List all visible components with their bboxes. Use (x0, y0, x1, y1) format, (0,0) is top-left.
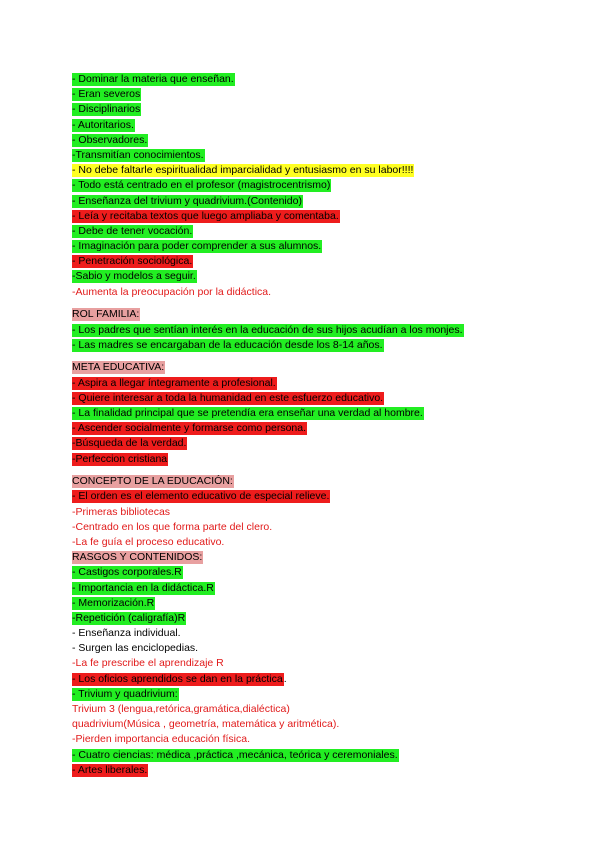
highlighted-text: - El orden es el elemento educativo de especial relieve. (72, 490, 330, 503)
highlighted-text: - Leía y recitaba textos que luego ampliaba y comentaba. (72, 209, 339, 222)
list-item (72, 748, 542, 763)
section-heading (72, 307, 542, 322)
list-item (72, 565, 542, 580)
highlighted-text: - Memorización.R (72, 596, 155, 609)
section-heading-text: CONCEPTO DE LA EDUCACIÓN: (72, 475, 233, 488)
list-item (72, 72, 542, 87)
list-item (72, 178, 542, 193)
list-item (72, 102, 542, 117)
list-item (72, 520, 542, 535)
highlighted-text: - Enseñanza del trivium y quadrivium.(Contenido) (72, 194, 302, 207)
list-item (72, 732, 542, 747)
red-text: quadrivium(Música , geometría, matemática y aritmética). (72, 718, 340, 731)
red-text: -Aumenta la preocupación por la didáctica. (72, 285, 272, 298)
list-item (72, 505, 542, 520)
highlighted-text: - No debe faltarle espiritualidad imparcialidad y entusiasmo en su labor!!!! (72, 164, 414, 177)
list-item (72, 148, 542, 163)
list-item (72, 763, 542, 778)
list-item (72, 421, 542, 436)
highlighted-text: - Autoritarios. (72, 118, 134, 131)
list-item (72, 118, 542, 133)
highlighted-text: - Quiere interesar a toda la humanidad en este esfuerzo educativo. (72, 391, 384, 404)
list-item (72, 672, 542, 687)
section-heading (72, 474, 542, 489)
list-item (72, 535, 542, 550)
highlighted-text: - Eran severos (72, 88, 141, 101)
highlighted-text: - Castigos corporales.R (72, 566, 182, 579)
highlighted-text: - Los padres que sentían interés en la educación de sus hijos acudían a los monjes. (72, 323, 463, 336)
highlighted-text: - Penetración sociológica. (72, 255, 193, 268)
list-item (72, 717, 542, 732)
list-item (72, 133, 542, 148)
highlighted-text: - Importancia en la didáctica.R (72, 581, 214, 594)
section-heading (72, 360, 542, 375)
highlighted-text: - Cuatro ciencias: médica ,práctica ,mecánica, teórica y ceremoniales. (72, 748, 398, 761)
list-item (72, 489, 542, 504)
highlighted-text: - Disciplinarios (72, 103, 141, 116)
list-item (72, 194, 542, 209)
list-item (72, 611, 542, 626)
list-item (72, 452, 542, 467)
highlighted-text: -Repetición (caligrafía)R (72, 611, 186, 624)
highlighted-text: - Aspira a llegar íntegramente a profesional. (72, 376, 276, 389)
highlighted-text: - Debe de tener vocación. (72, 224, 193, 237)
list-item (72, 581, 542, 596)
list-item (72, 656, 542, 671)
red-text: -Pierden importancia educación física. (72, 733, 251, 746)
highlighted-text: - Las madres se encargaban de la educación desde los 8-14 años. (72, 338, 383, 351)
red-text: Trivium 3 (lengua,retórica,gramática,dialéctica) (72, 703, 290, 715)
list-item (72, 209, 542, 224)
highlighted-text: - La finalidad principal que se pretendía era enseñar una verdad al hombre. (72, 406, 423, 419)
list-item (72, 269, 542, 284)
highlighted-text: -Transmitían conocimientos. (72, 148, 204, 161)
section-heading-text: ROL FAMILIA: (72, 308, 140, 321)
plain-text: - Surgen las enciclopedias. (72, 642, 199, 655)
list-item (72, 687, 542, 702)
list-item (72, 224, 542, 239)
highlighted-text: - Trivium y quadrivium: (72, 687, 178, 700)
highlighted-text: - Dominar la materia que enseñan. (72, 73, 234, 85)
list-item (72, 702, 542, 717)
highlighted-text: - Los oficios aprendidos se dan en la práctica (72, 672, 283, 685)
highlighted-text: - Ascender socialmente y formarse como persona. (72, 422, 307, 435)
highlighted-text: - Imaginación para poder comprender a sus alumnos. (72, 240, 322, 253)
list-item (72, 641, 542, 656)
red-text: -La fe guía el proceso educativo. (72, 535, 225, 548)
section-heading-text: RASGOS Y CONTENIDOS: (72, 551, 203, 564)
red-text: -La fe prescribe el aprendizaje R (72, 657, 224, 670)
list-item (72, 626, 542, 641)
section-heading-text: META EDUCATIVA: (72, 361, 165, 374)
list-item (72, 239, 542, 254)
list-item (72, 436, 542, 451)
highlighted-text: -Búsqueda de la verdad. (72, 437, 187, 450)
list-item (72, 163, 542, 178)
document-page (72, 72, 542, 778)
list-item (72, 254, 542, 269)
highlighted-text: - Artes liberales. (72, 763, 148, 776)
plain-text: . (283, 672, 287, 685)
highlighted-text: - Todo está centrado en el profesor (magistrocentrismo) (72, 179, 331, 192)
section-heading (72, 550, 542, 565)
list-item (72, 87, 542, 102)
list-item (72, 338, 542, 353)
plain-text: - Enseñanza individual. (72, 627, 181, 640)
list-item (72, 323, 542, 338)
highlighted-text: - Observadores. (72, 133, 148, 146)
highlighted-text: -Sabio y modelos a seguir. (72, 270, 196, 283)
list-item (72, 406, 542, 421)
list-item (72, 391, 542, 406)
highlighted-text: -Perfeccion cristiana (72, 452, 168, 465)
red-text: -Centrado en los que forma parte del clero. (72, 520, 273, 533)
list-item (72, 285, 542, 300)
list-item (72, 596, 542, 611)
red-text: -Primeras bibliotecas (72, 505, 171, 518)
list-item (72, 376, 542, 391)
